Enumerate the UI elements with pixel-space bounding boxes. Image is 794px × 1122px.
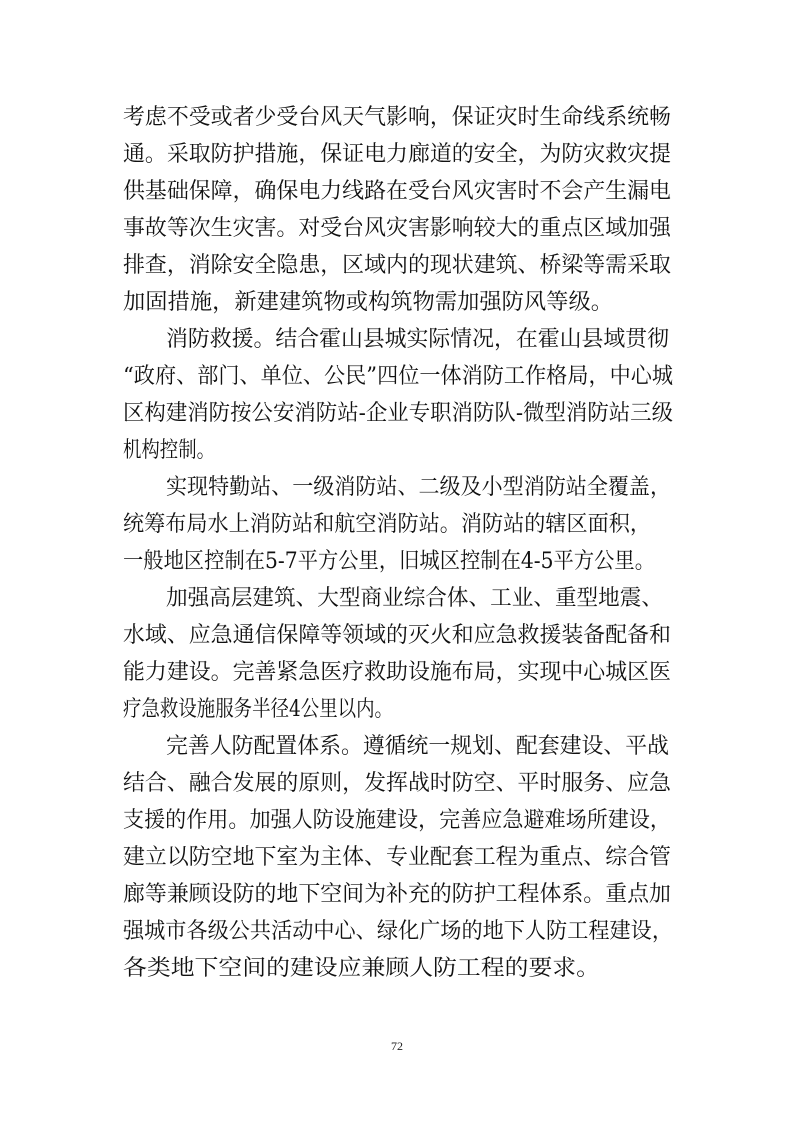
text-line-content: 实现特勤站、一级消防站、二级及小型消防站全覆盖， (166, 475, 671, 500)
text-line-content: 强城市各级公共活动中心、绿化广场的地下人防工程建设， (123, 919, 673, 944)
text-line-content: 支援的作用。加强人防设施建设，完善应急避难场所建设， (123, 808, 671, 833)
text-line-content: 通。采取防护措施，保证电力廊道的安全，为防灾救灾提 (123, 142, 671, 167)
text-line-content: 一般地区控制在5-7平方公里，旧城区控制在4-5平方公里。 (123, 549, 655, 574)
text-line-content: 加固措施，新建建筑物或构筑物需加强防风等级。 (123, 290, 614, 315)
text-line (0, 947, 794, 991)
page-number: 72 (391, 1039, 403, 1053)
text-line-content: 建立以防空地下室为主体、专业配套工程为重点、综合管 (123, 845, 671, 870)
text-line-content: 区构建消防按公安消防站-企业专职消防队-微型消防站三级 (123, 401, 674, 426)
text-line-content: 疗急救设施服务半径4公里以内。 (123, 697, 393, 722)
text-line-content: 完善人防配置体系。遵循统一规划、配套建设、平战 (166, 734, 669, 759)
text-line-content: 排查，消除安全隐患，区域内的现状建筑、桥梁等需采取 (123, 253, 671, 278)
text-line-content: 廊等兼顾设防的地下空间为补充的防护工程体系。重点加 (123, 882, 671, 907)
text-line-content: 机构控制。 (123, 438, 215, 463)
text-line-content: 能力建设。完善紧急医疗救助设施布局，实现中心城区医 (123, 660, 671, 685)
text-line-content: “政府、部门、单位、公民”四位一体消防工作格局，中心城 (123, 364, 674, 389)
text-line-content: 结合、融合发展的原则，发挥战时防空、平时服务、应急 (123, 771, 671, 796)
text-line-content: 统筹布局水上消防站和航空消防站。消防站的辖区面积， (123, 512, 652, 537)
text-line-content: 考虑不受或者少受台风天气影响，保证灾时生命线系统畅 (123, 105, 671, 130)
text-line-content: 供基础保障，确保电力线路在受台风灾害时不会产生漏电 (123, 179, 671, 204)
text-line-content: 事故等次生灾害。对受台风灾害影响较大的重点区域加强 (123, 216, 671, 241)
text-line-content: 各类地下空间的建设应兼顾人防工程的要求。 (123, 956, 601, 981)
text-line-content: 消防救援。结合霍山县城实际情况，在霍山县域贯彻 (166, 327, 669, 352)
text-line-content: 水域、应急通信保障等领域的灭火和应急救援装备配备和 (123, 623, 671, 648)
text-line-content: 加强高层建筑、大型商业综合体、工业、重型地震、 (166, 586, 664, 611)
